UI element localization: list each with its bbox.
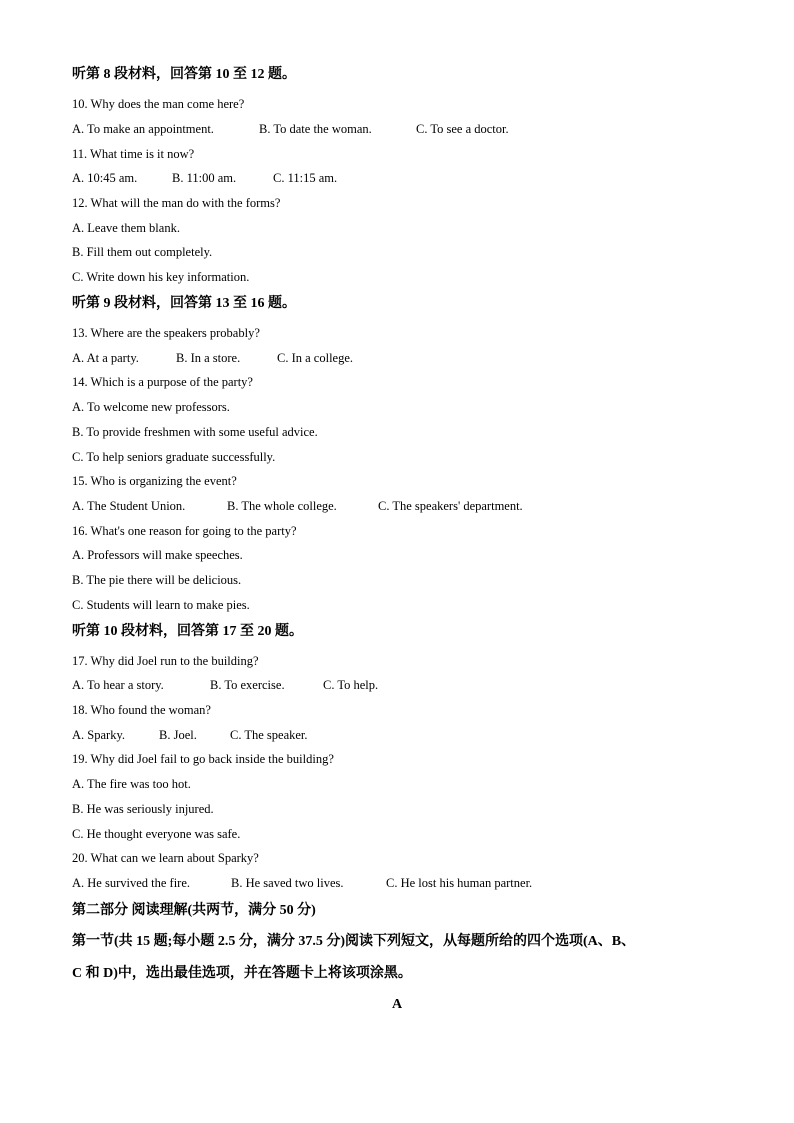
option-a: A. To hear a story. (72, 678, 164, 692)
option-a: A. The Student Union. (72, 499, 186, 513)
option-b: B. He was seriously injured. (72, 802, 214, 816)
part-2-instruction-line-2: C 和 D)中，选出最佳选项，并在答题卡上将该项涂黑。 (72, 966, 412, 981)
option-b: B. The pie there will be delicious. (72, 573, 242, 587)
option-c: C. The speaker. (230, 728, 308, 742)
option-c: C. To help seniors graduate successfully. (72, 450, 276, 464)
option-c: C. To help. (323, 678, 379, 692)
option-b: B. He saved two lives. (231, 876, 344, 890)
option-a: A. The fire was too hot. (72, 777, 191, 791)
question-15-options (72, 498, 523, 514)
part-2-title: 第二部分 阅读理解(共两节，满分 50 分) (72, 903, 316, 918)
question-11: 11. What time is it now? (72, 147, 195, 161)
question-10: 10. Why does the man come here? (72, 97, 245, 111)
option-c: C. The speakers' department. (378, 499, 523, 513)
option-a: A. Sparky. (72, 728, 126, 742)
question-17: 17. Why did Joel run to the building? (72, 654, 259, 668)
question-14: 14. Which is a purpose of the party? (72, 375, 253, 389)
option-c: C. He lost his human partner. (386, 876, 533, 890)
question-18: 18. Who found the woman? (72, 703, 211, 717)
option-c: C. 11:15 am. (273, 171, 338, 185)
option-b: B. To provide freshmen with some useful advice. (72, 425, 318, 439)
option-a: A. 10:45 am. (72, 171, 138, 185)
option-a: A. To welcome new professors. (72, 400, 230, 414)
option-b: B. In a store. (176, 351, 241, 365)
option-c: C. In a college. (277, 351, 354, 365)
option-c: C. Write down his key information. (72, 270, 250, 284)
option-c: C. Students will learn to make pies. (72, 598, 250, 612)
option-b: B. 11:00 am. (172, 171, 237, 185)
option-b: B. To exercise. (210, 678, 285, 692)
question-10-options (72, 121, 509, 137)
option-b: B. The whole college. (227, 499, 337, 513)
option-c: C. To see a doctor. (416, 122, 509, 136)
question-20: 20. What can we learn about Sparky? (72, 851, 259, 865)
question-15: 15. Who is organizing the event? (72, 474, 237, 488)
section-9-heading: 听第 9 段材料，回答第 13 至 16 题。 (72, 296, 296, 311)
section-10-heading: 听第 10 段材料，回答第 17 至 20 题。 (72, 624, 303, 639)
question-13-options (72, 350, 353, 366)
option-b: B. Fill them out completely. (72, 245, 213, 259)
question-12: 12. What will the man do with the forms? (72, 196, 281, 210)
passage-label: A (391, 997, 403, 1012)
question-17-options (72, 677, 378, 693)
question-18-options (72, 727, 308, 743)
section-8-heading: 听第 8 段材料，回答第 10 至 12 题。 (72, 67, 296, 82)
option-b: B. Joel. (159, 728, 197, 742)
option-a: A. He survived the fire. (72, 876, 191, 890)
question-13: 13. Where are the speakers probably? (72, 326, 260, 340)
option-b: B. To date the woman. (259, 122, 372, 136)
option-a: A. Leave them blank. (72, 221, 180, 235)
option-a: A. To make an appointment. (72, 122, 214, 136)
question-11-options (72, 170, 337, 186)
option-a: A. At a party. (72, 351, 139, 365)
question-20-options (72, 875, 532, 891)
option-a: A. Professors will make speeches. (72, 548, 243, 562)
option-c: C. He thought everyone was safe. (72, 827, 241, 841)
question-19: 19. Why did Joel fail to go back inside the building? (72, 752, 334, 766)
question-16: 16. What's one reason for going to the party? (72, 524, 297, 538)
part-2-instruction-line-1: 第一节(共 15 题;每小题 2.5 分，满分 37.5 分)阅读下列短文，从每题所给的四个选项(A、B、 (72, 934, 636, 949)
